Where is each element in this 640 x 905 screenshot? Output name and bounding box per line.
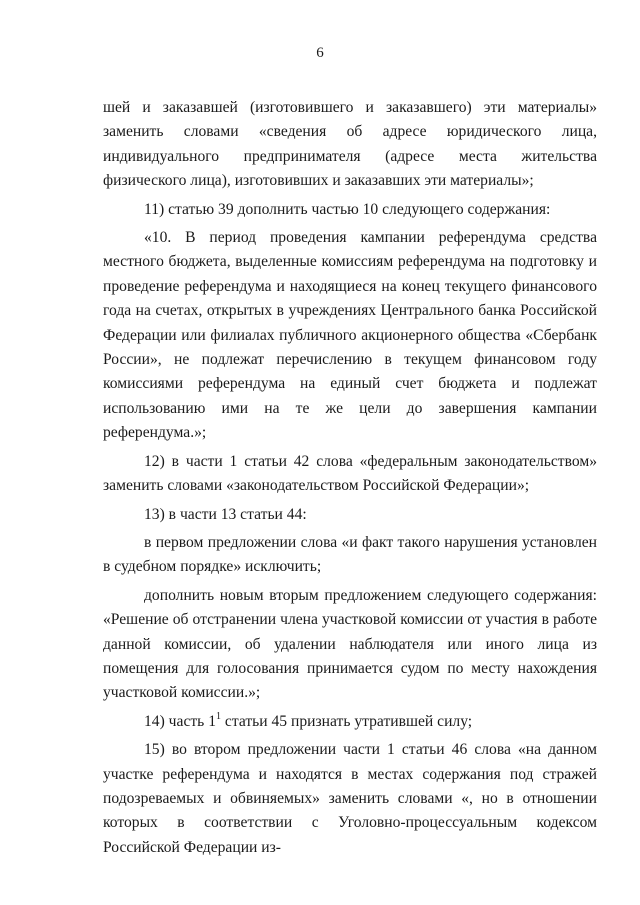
paragraph-item-11: 11) статью 39 дополнить частью 10 следующего содержания: xyxy=(144,200,551,218)
page-number: 6 xyxy=(316,45,324,61)
paragraph-item-15: 15) во втором предложении части 1 статьи 46 слова «на данном участке референдума и находятся в местах содержания под стражей подозреваемых и обвиняемых» заменить словами «, но в отношении которых в соответствии с Уголовно-процессуальным кодексом Российской Федерации из- xyxy=(103,741,597,856)
paragraph-continuation: шей и заказавшей (изготовившего и заказавшего) эти материалы» заменить словами «сведения об адресе юридического лица, индивидуального предпринимателя (адресе места жительства физического лица), изготовивших и заказавших эти материалы»; xyxy=(103,99,597,190)
item-14-text-after: статьи 45 признать утратившей силу; xyxy=(221,712,473,730)
paragraph-item-13: 13) в части 13 статьи 44: xyxy=(144,505,307,523)
item-14-text-before: 14) часть 1 xyxy=(144,712,216,730)
paragraph-quoted-part-10: «10. В период проведения кампании референдума средства местного бюджета, выделенные комиссиям референдума на подготовку и проведение референдума и находящиеся на конец текущего финансового года на счетах, открытых в учреждениях Центрального банка Российской Федерации или филиалах публичного акционерного общества «Сбербанк России», не подлежат перечислению в текущем финансовом году комиссиями референдума на единый счет бюджета и подлежат использованию ими на те же цели до завершения кампании референдума.»; xyxy=(103,229,597,442)
paragraph-item-12: 12) в части 1 статьи 42 слова «федеральным законодательством» заменить словами «законодательством Российской Федерации»; xyxy=(103,452,597,495)
paragraph-item-13-first-sentence: в первом предложении слова «и факт такого нарушения установлен в судебном порядке» исключить; xyxy=(103,533,597,576)
item-14-superscript: 1 xyxy=(216,710,221,722)
paragraph-item-13-new-sentence: дополнить новым вторым предложением следующего содержания: «Решение об отстранении члена участковой комиссии от участия в работе данной комиссии, об удалении наблюдателя или иного лица из помещения для голосования принимается судом по месту нахождения участковой комиссии.»; xyxy=(103,586,597,702)
document-body xyxy=(103,96,597,860)
paragraph-item-14 xyxy=(103,710,597,734)
